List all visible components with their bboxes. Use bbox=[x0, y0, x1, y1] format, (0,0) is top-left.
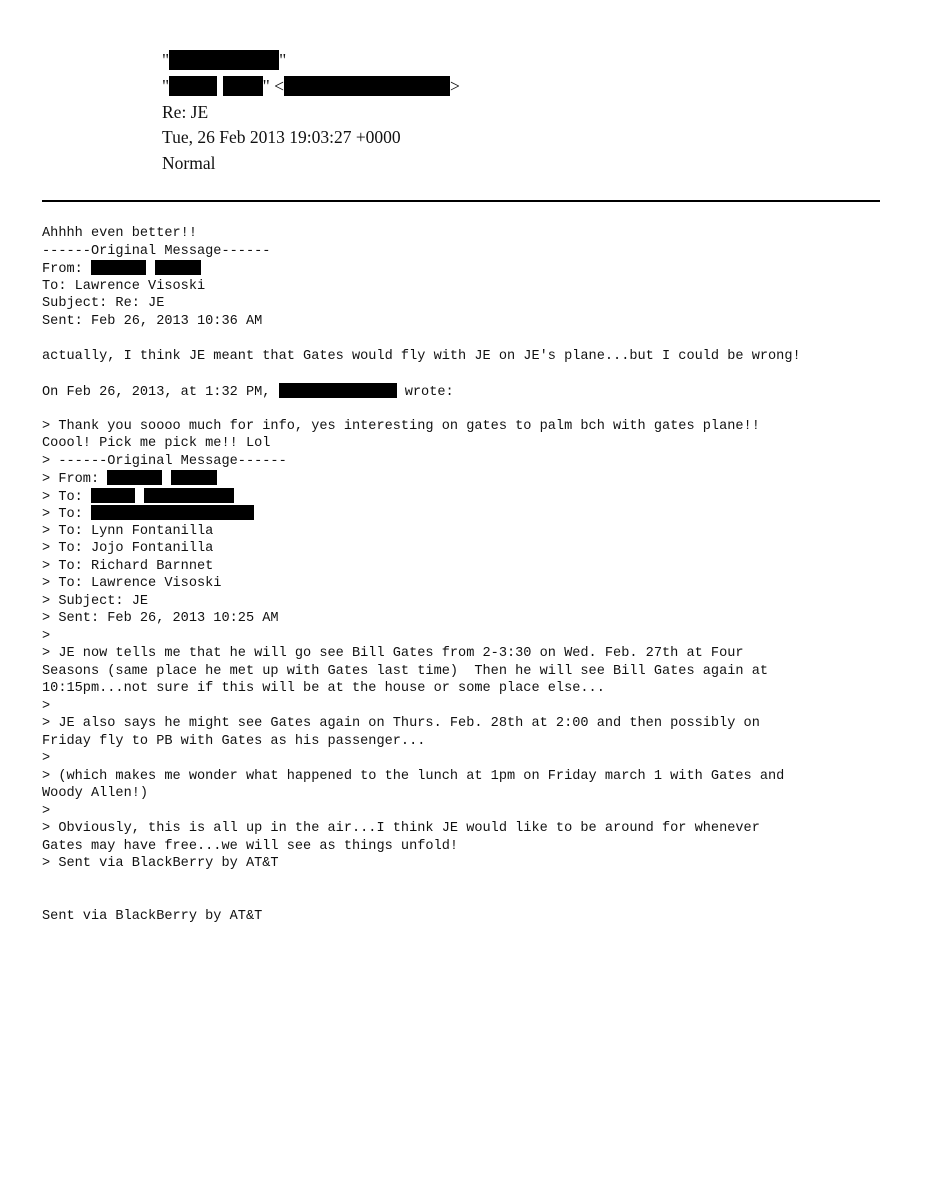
redaction-box bbox=[144, 488, 234, 503]
redaction-box bbox=[91, 260, 146, 275]
original-message-separator: ------Original Message------ bbox=[42, 243, 271, 259]
from-value: " " bbox=[162, 50, 287, 70]
quote-line: Gates may have free...we will see as things unfold! bbox=[42, 838, 459, 854]
date-value: Tue, 26 Feb 2013 19:03:27 +0000 bbox=[162, 127, 401, 147]
original-from-line: From: bbox=[42, 260, 201, 278]
redaction-box bbox=[91, 505, 254, 520]
quote-line: > JE also says he might see Gates again on Thurs. Feb. 28th at 2:00 and then possibly on bbox=[42, 716, 760, 731]
original-to-line: To: Lawrence Visoski bbox=[42, 278, 206, 294]
quote-line: 10:15pm...not sure if this will be at the house or some place else... bbox=[42, 681, 605, 696]
quote-line: Woody Allen!) bbox=[42, 786, 149, 801]
quote-line: > (which makes me wonder what happened to the lunch at 1pm on Friday march 1 with Gates and bbox=[42, 768, 785, 784]
redaction-box bbox=[169, 50, 279, 70]
message-line: actually, I think JE meant that Gates would fly with JE on JE's plane...but I could be wrong! bbox=[42, 348, 801, 364]
quote-sent-line: > Sent: Feb 26, 2013 10:25 AM bbox=[42, 611, 279, 626]
original-subject-line: Subject: Re: JE bbox=[42, 296, 165, 311]
quote-signature: > Sent via BlackBerry by AT&T bbox=[42, 856, 279, 871]
importance-value: Normal bbox=[162, 153, 216, 173]
quote-to-line: > To: Richard Barnnet bbox=[42, 558, 214, 574]
quote-line: Coool! Pick me pick me!! Lol bbox=[42, 436, 271, 451]
quote-blank-line: > bbox=[42, 803, 51, 819]
original-sent-line: Sent: Feb 26, 2013 10:36 AM bbox=[42, 313, 263, 329]
quote-to-line: > To: bbox=[42, 505, 254, 523]
quote-line: > Thank you soooo much for info, yes interesting on gates to palm bch with gates plane!! bbox=[42, 418, 760, 434]
quote-blank-line: > bbox=[42, 751, 51, 766]
redaction-box bbox=[107, 470, 162, 485]
quote-blank-line: > bbox=[42, 698, 51, 714]
quote-line: Seasons (same place he met up with Gates last time) Then he will see Bill Gates again at bbox=[42, 663, 769, 679]
quote-line: Friday fly to PB with Gates as his passenger... bbox=[42, 733, 426, 749]
quote-line: > Obviously, this is all up in the air...I think JE would like to be around for whenever bbox=[42, 821, 760, 836]
quote-line: > JE now tells me that he will go see Bill Gates from 2-3:30 on Wed. Feb. 27th at Four bbox=[42, 646, 744, 661]
redaction-box bbox=[279, 383, 397, 398]
redaction-box bbox=[155, 260, 201, 275]
quote-to-line: > To: bbox=[42, 488, 234, 506]
email-signature: Sent via BlackBerry by AT&T bbox=[42, 908, 263, 924]
redaction-box bbox=[91, 488, 135, 503]
quote-to-line: > To: Lawrence Visoski bbox=[42, 576, 222, 591]
header-divider bbox=[42, 200, 880, 202]
redaction-box bbox=[169, 76, 217, 96]
quote-separator: > ------Original Message------ bbox=[42, 453, 287, 469]
quote-to-line: > To: Lynn Fontanilla bbox=[42, 523, 214, 539]
reply-text: Ahhhh even better!! bbox=[42, 226, 197, 241]
redaction-box bbox=[284, 76, 450, 96]
quote-blank-line: > bbox=[42, 628, 51, 644]
redaction-box bbox=[171, 470, 217, 485]
attribution-line: On Feb 26, 2013, at 1:32 PM, wrote: bbox=[42, 384, 454, 400]
subject-value: Re: JE bbox=[162, 102, 209, 122]
quote-subject-line: > Subject: JE bbox=[42, 593, 149, 609]
quote-from-line: > From: bbox=[42, 470, 217, 488]
to-value: " " < > bbox=[162, 76, 460, 96]
redaction-box bbox=[223, 76, 263, 96]
quote-to-line: > To: Jojo Fontanilla bbox=[42, 541, 214, 556]
